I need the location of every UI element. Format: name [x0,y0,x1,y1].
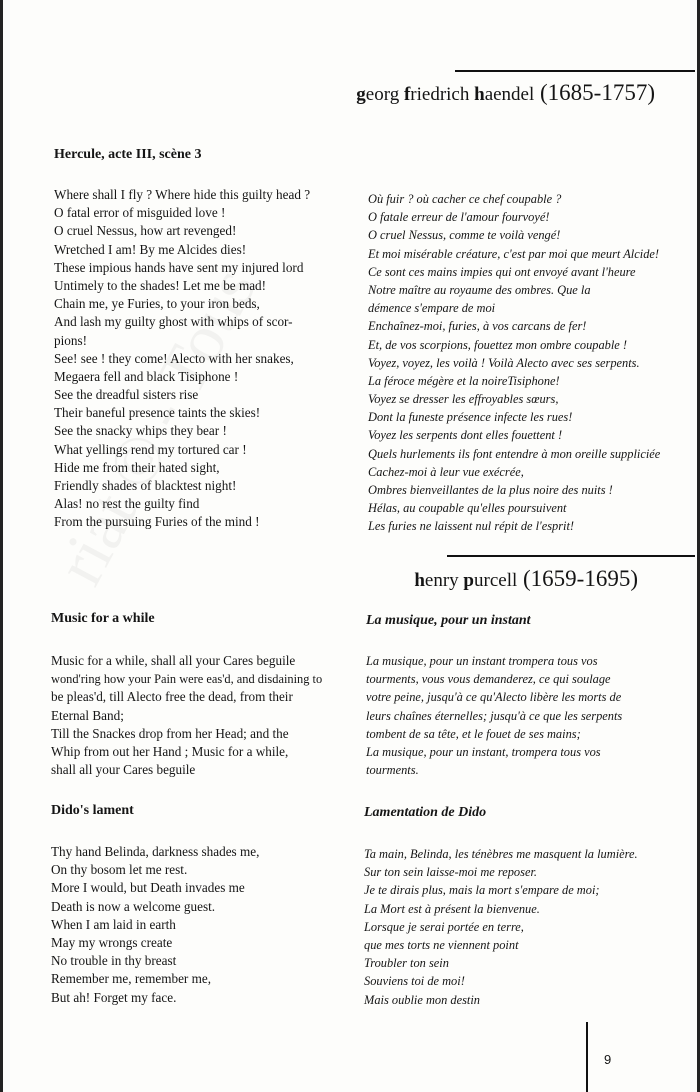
verse-line: Music for a while, shall all your Cares beguile [51,653,296,668]
verse-line: Hide me from their hated sight, [54,459,220,475]
verse-line: La musique, pour un instant, trompera tous vos [366,744,601,759]
verse-line: leurs chaînes éternelles; jusqu'à ce que les serpents [366,708,623,723]
verse-line: démence s'empare de moi [368,301,496,316]
hercule-french-text [368,190,660,536]
verse-line: Friendly shades of blacktest night! [54,478,237,493]
verse-line: Mais oublie mon destin [364,992,480,1007]
verse-line: Their baneful presence taints the skies! [54,405,261,421]
hercule-title: Hercule, acte III, scène 3 [54,147,202,162]
verse-line: Voyez, voyez, les voilà ! Voilà Alecto avec ses serpents. [368,355,640,370]
composer-name: henry purcell [414,570,518,591]
verse-line: More I would, but Death invades me [51,880,245,896]
verse-line: Megaera fell and black Tisiphone ! [54,368,239,384]
page-number-rule [586,1022,588,1092]
verse-line: La musique, pour un instant trompera tous vos [366,654,598,668]
music-french-text [366,652,622,779]
verse-line: Untimely to the shades! Let me be mad! [54,277,267,293]
hercule-english-text [54,186,310,532]
verse-line: La féroce mégère et la noireTisiphone! [368,373,560,388]
verse-line: Ombres bienveillantes de la plus noire des nuits ! [368,483,613,497]
haendel-header-rule [455,70,695,72]
verse-line: shall all your Cares beguile [51,762,196,778]
verse-line: Whip from out her Hand ; Music for a while, [51,743,289,759]
music-title-en: Music for a while [51,611,155,626]
verse-line: Troubler ton sein [364,956,449,971]
verse-line: pions! [54,332,87,348]
verse-line: Voyez se dresser les effroyables sœurs, [368,392,559,407]
verse-line: Ce sont ces mains impies qui ont envoyé avant l'heure [368,264,636,279]
verse-line: Hélas, au coupable qu'elles poursuivent [368,501,567,516]
verse-line: Enchaînez-moi, furies, à vos carcans de fer! [368,319,587,334]
verse-line: Chain me, ye Furies, to your iron beds, [54,296,260,312]
verse-line: But ah! Forget my face. [51,989,177,1005]
verse-line: votre peine, jusqu'à ce qu'Alecto libère les morts de [366,690,622,705]
verse-line: See the dreadful sisters rise [54,387,199,403]
verse-line: Voyez les serpents dont elles fouettent ! [368,428,563,443]
verse-line: And lash my guilty ghost with whips of scor- [54,314,293,330]
dido-french-text [364,845,638,1009]
verse-line: Eternal Band; [51,707,124,723]
verse-line: Dont la funeste présence infecte les rues! [368,410,573,425]
verse-line: No trouble in thy breast [51,953,177,969]
verse-line: O cruel Nessus, comme te voilà vengé! [368,228,561,243]
verse-line: Et, de vos scorpions, fouettez mon ombre coupable ! [368,337,628,352]
verse-line: que mes torts ne viennent point [364,937,519,952]
verse-line: Où fuir ? où cacher ce chef coupable ? [368,192,562,206]
verse-line: Till the Snackes drop from her Head; and the [51,725,289,741]
verse-line: Les furies ne laissent nul répit de l'esprit! [368,519,575,534]
verse-line: See the snacky whips they bear ! [54,423,227,439]
verse-line: wond'ring how your Pain were eas'd, and disdaining to [51,672,323,687]
music-title-fr: La musique, pour un instant [366,613,531,628]
verse-line: Remember me, remember me, [51,971,212,987]
verse-line: Wretched I am! By me Alcides dies! [54,241,247,257]
verse-line: Alas! no rest the guilty find [54,496,200,512]
verse-line: Et moi misérable créature, c'est par moi que meurt Alcide! [368,246,660,261]
verse-line: La Mort est à présent la bienvenue. [364,901,540,916]
page-edge-left [0,0,3,1092]
dido-english-text [51,843,259,1007]
verse-line: When I am laid in earth [51,916,176,932]
verse-line: Lorsque je serai portée en terre, [364,919,524,934]
verse-line: Thy hand Belinda, darkness shades me, [51,844,260,859]
purcell-composer-header [414,566,638,592]
verse-line: What yellings rend my tortured car ! [54,441,247,457]
verse-line: O fatal error of misguided love ! [54,205,226,221]
page-number: 9 [604,1052,612,1067]
verse-line: Cachez-moi à leur vue exécrée, [368,464,524,479]
verse-line: May my wrongs create [51,934,173,950]
verse-line: tourments, vous vous demanderez, ce qui soulage [366,672,611,687]
verse-line: tombent de sa tête, et le fouet de ses mains; [366,726,581,741]
haendel-composer-header [356,80,655,106]
verse-line: O cruel Nessus, how art revenged! [54,223,237,239]
dido-title-fr: Lamentation de Dido [364,805,487,820]
dido-title-en: Dido's lament [51,803,134,818]
purcell-header-rule [447,555,695,557]
verse-line: tourments. [366,763,419,778]
verse-line: Quels hurlements ils font entendre à mon oreille suppliciée [368,446,661,461]
verse-line: On thy bosom let me rest. [51,862,188,878]
verse-line: These impious hands have sent my injured lord [54,259,304,275]
verse-line: Where shall I fly ? Where hide this guilty head ? [54,187,311,202]
verse-line: Souviens toi de moi! [364,974,465,989]
verse-line: See! see ! they come! Alecto with her snakes, [54,350,294,366]
composer-name: georg friedrich haendel [356,84,535,105]
music-english-text [51,652,322,779]
verse-line: Death is now a welcome guest. [51,898,216,914]
composer-dates: (1659-1695) [523,566,638,591]
verse-line: be pleas'd, till Alecto free the dead, from their [51,689,293,705]
verse-line: Ta main, Belinda, les ténèbres me masquent la lumière. [364,847,638,861]
verse-line: Notre maître au royaume des ombres. Que la [368,282,591,297]
verse-line: O fatale erreur de l'amour fourvoyé! [368,210,550,225]
verse-line: Sur ton sein laisse-moi me reposer. [364,865,537,880]
composer-dates: (1685-1757) [540,80,655,105]
verse-line: From the pursuing Furies of the mind ! [54,514,260,530]
verse-line: Je te dirais plus, mais la mort s'empare de moi; [364,883,600,898]
